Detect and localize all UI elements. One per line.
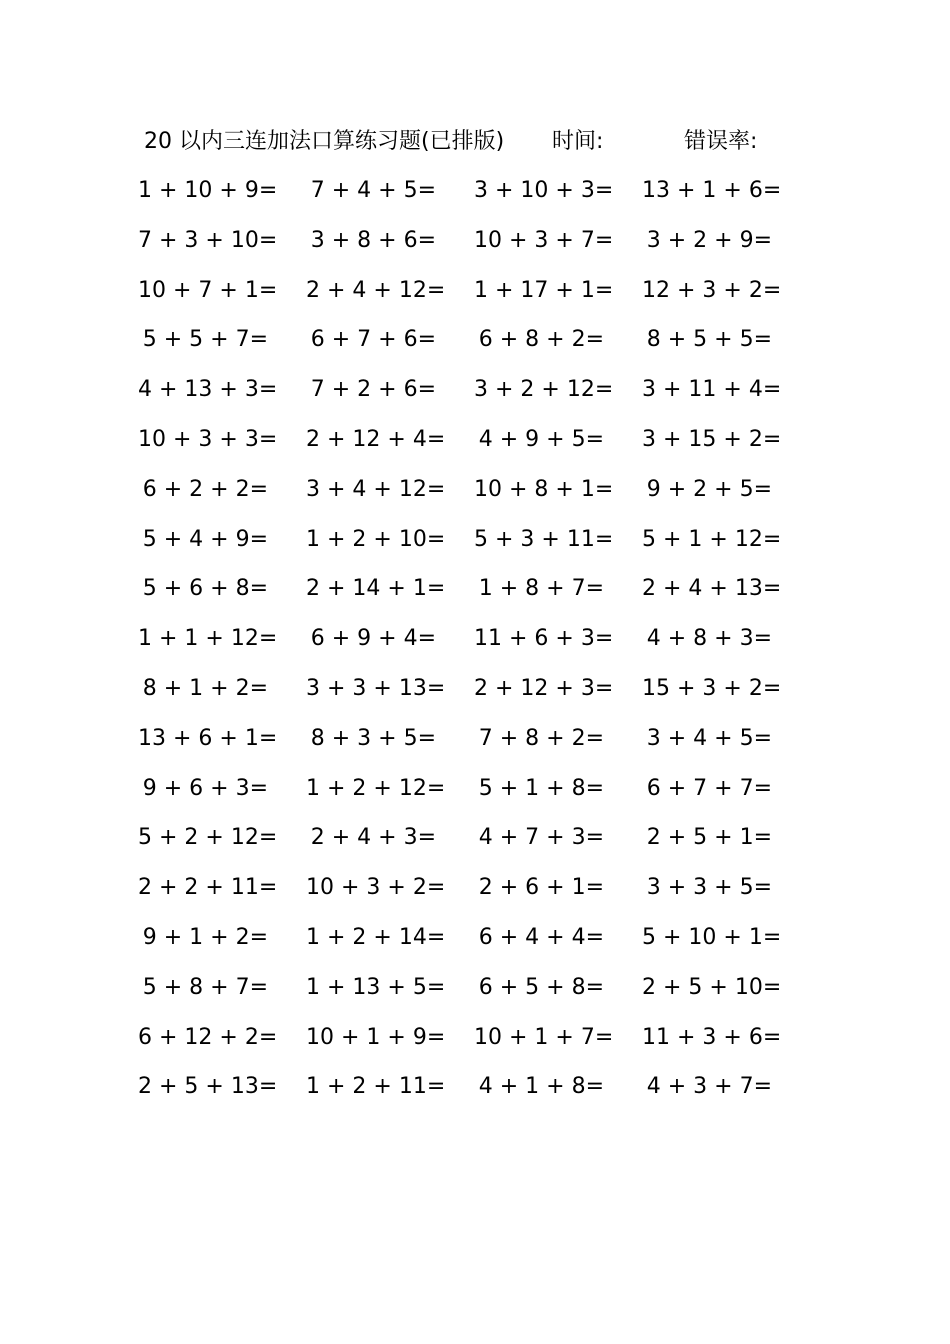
addition-problem: 3 + 2 + 12= bbox=[474, 377, 614, 403]
problem-row bbox=[138, 813, 788, 863]
addition-problem: 5 + 1 + 8= bbox=[478, 775, 604, 801]
worksheet-header bbox=[144, 124, 784, 160]
addition-problem: 6 + 2 + 2= bbox=[142, 476, 268, 502]
addition-problem: 7 + 8 + 2= bbox=[478, 725, 604, 751]
addition-problem: 9 + 2 + 5= bbox=[646, 476, 772, 502]
addition-problem: 5 + 4 + 9= bbox=[142, 526, 268, 552]
addition-problem: 1 + 1 + 12= bbox=[138, 626, 278, 652]
addition-problem: 15 + 3 + 2= bbox=[642, 675, 782, 701]
addition-problem: 5 + 6 + 8= bbox=[142, 576, 268, 602]
addition-problem: 3 + 15 + 2= bbox=[642, 426, 782, 452]
problem-row bbox=[138, 913, 788, 963]
addition-problem: 2 + 12 + 3= bbox=[474, 675, 614, 701]
addition-problem: 1 + 13 + 5= bbox=[306, 974, 446, 1000]
addition-problem: 4 + 1 + 8= bbox=[478, 1074, 604, 1100]
problem-row bbox=[138, 415, 788, 465]
addition-problem: 4 + 8 + 3= bbox=[646, 626, 772, 652]
addition-problem: 1 + 2 + 10= bbox=[306, 526, 446, 552]
problem-row bbox=[138, 365, 788, 415]
problem-row bbox=[138, 1013, 788, 1063]
addition-problem: 7 + 2 + 6= bbox=[310, 377, 436, 403]
problem-row bbox=[138, 714, 788, 764]
addition-problem: 6 + 8 + 2= bbox=[478, 327, 604, 353]
addition-problem: 5 + 5 + 7= bbox=[142, 327, 268, 353]
time-label: 时间: bbox=[552, 129, 604, 154]
problem-row bbox=[138, 266, 788, 316]
error-rate-label: 错误率: bbox=[684, 129, 758, 154]
addition-problem: 11 + 6 + 3= bbox=[474, 626, 614, 652]
addition-problem: 3 + 4 + 5= bbox=[646, 725, 772, 751]
addition-problem: 13 + 6 + 1= bbox=[138, 725, 278, 751]
addition-problem: 6 + 7 + 7= bbox=[646, 775, 772, 801]
problem-row bbox=[138, 764, 788, 814]
addition-problem: 9 + 1 + 2= bbox=[142, 924, 268, 950]
addition-problem: 2 + 2 + 11= bbox=[138, 875, 278, 901]
problem-grid bbox=[138, 166, 788, 1112]
addition-problem: 10 + 8 + 1= bbox=[474, 476, 614, 502]
addition-problem: 4 + 13 + 3= bbox=[138, 377, 278, 403]
addition-problem: 5 + 2 + 12= bbox=[138, 825, 278, 851]
addition-problem: 10 + 1 + 7= bbox=[474, 1024, 614, 1050]
problem-row bbox=[138, 863, 788, 913]
addition-problem: 2 + 6 + 1= bbox=[478, 875, 604, 901]
addition-problem: 10 + 3 + 2= bbox=[306, 875, 446, 901]
addition-problem: 2 + 14 + 1= bbox=[306, 576, 446, 602]
addition-problem: 2 + 12 + 4= bbox=[306, 426, 446, 452]
problem-row bbox=[138, 216, 788, 266]
addition-problem: 2 + 4 + 3= bbox=[310, 825, 436, 851]
addition-problem: 8 + 3 + 5= bbox=[310, 725, 436, 751]
addition-problem: 11 + 3 + 6= bbox=[642, 1024, 782, 1050]
addition-problem: 8 + 1 + 2= bbox=[142, 675, 268, 701]
worksheet-title: 20 以内三连加法口算练习题(已排版) bbox=[144, 129, 505, 154]
addition-problem: 2 + 5 + 1= bbox=[646, 825, 772, 851]
addition-problem: 2 + 5 + 10= bbox=[642, 974, 782, 1000]
addition-problem: 1 + 10 + 9= bbox=[138, 178, 278, 203]
addition-problem: 6 + 9 + 4= bbox=[310, 626, 436, 652]
addition-problem: 3 + 2 + 9= bbox=[646, 227, 772, 253]
problem-row bbox=[138, 315, 788, 365]
addition-problem: 13 + 1 + 6= bbox=[642, 178, 782, 203]
addition-problem: 3 + 3 + 5= bbox=[646, 875, 772, 901]
addition-problem: 4 + 9 + 5= bbox=[478, 426, 604, 452]
addition-problem: 2 + 4 + 13= bbox=[642, 576, 782, 602]
addition-problem: 5 + 1 + 12= bbox=[642, 526, 782, 552]
addition-problem: 1 + 17 + 1= bbox=[474, 277, 614, 303]
problem-row bbox=[138, 564, 788, 614]
addition-problem: 1 + 8 + 7= bbox=[478, 576, 604, 602]
addition-problem: 2 + 4 + 12= bbox=[306, 277, 446, 303]
problem-row bbox=[138, 515, 788, 565]
problem-row bbox=[138, 465, 788, 515]
addition-problem: 3 + 10 + 3= bbox=[474, 178, 614, 203]
addition-problem: 5 + 3 + 11= bbox=[474, 526, 614, 552]
addition-problem: 5 + 10 + 1= bbox=[642, 924, 782, 950]
addition-problem: 1 + 2 + 12= bbox=[306, 775, 446, 801]
addition-problem: 7 + 3 + 10= bbox=[138, 227, 278, 253]
addition-problem: 6 + 4 + 4= bbox=[478, 924, 604, 950]
addition-problem: 10 + 3 + 7= bbox=[474, 227, 614, 253]
addition-problem: 6 + 7 + 6= bbox=[310, 327, 436, 353]
addition-problem: 4 + 3 + 7= bbox=[646, 1074, 772, 1100]
addition-problem: 6 + 12 + 2= bbox=[138, 1024, 278, 1050]
addition-problem: 8 + 5 + 5= bbox=[646, 327, 772, 353]
problem-row bbox=[138, 166, 788, 216]
problem-row bbox=[138, 664, 788, 714]
addition-problem: 5 + 8 + 7= bbox=[142, 974, 268, 1000]
addition-problem: 12 + 3 + 2= bbox=[642, 277, 782, 303]
addition-problem: 10 + 1 + 9= bbox=[306, 1024, 446, 1050]
problem-row bbox=[138, 614, 788, 664]
addition-problem: 3 + 3 + 13= bbox=[306, 675, 446, 701]
problem-row bbox=[138, 963, 788, 1013]
addition-problem: 10 + 3 + 3= bbox=[138, 426, 278, 452]
problem-row bbox=[138, 1062, 788, 1112]
addition-problem: 3 + 4 + 12= bbox=[306, 476, 446, 502]
addition-problem: 10 + 7 + 1= bbox=[138, 277, 278, 303]
addition-problem: 7 + 4 + 5= bbox=[310, 178, 436, 203]
addition-problem: 2 + 5 + 13= bbox=[138, 1074, 278, 1100]
addition-problem: 4 + 7 + 3= bbox=[478, 825, 604, 851]
addition-problem: 9 + 6 + 3= bbox=[142, 775, 268, 801]
addition-problem: 6 + 5 + 8= bbox=[478, 974, 604, 1000]
addition-problem: 1 + 2 + 11= bbox=[306, 1074, 446, 1100]
addition-problem: 3 + 8 + 6= bbox=[310, 227, 436, 253]
addition-problem: 3 + 11 + 4= bbox=[642, 377, 782, 403]
addition-problem: 1 + 2 + 14= bbox=[306, 924, 446, 950]
